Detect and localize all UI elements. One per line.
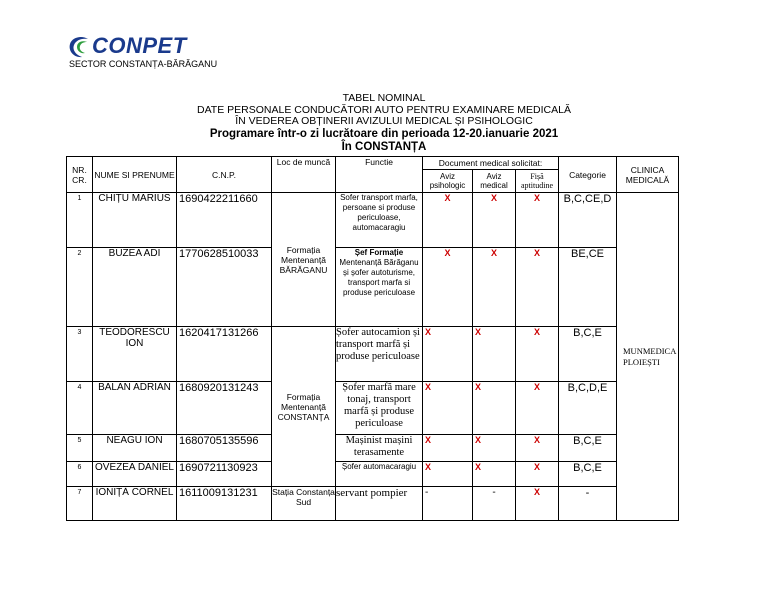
row-functie: Mașinist mașini terasamente [336,435,423,462]
loc-statia: Stația Constanța Sud [272,487,336,521]
title-line-4: Programare într-o zi lucrătoare din perioada 12-20.ianuarie 2021 [209,127,559,140]
sector-label: SECTOR CONSTANȚA-BĂRĂGANU [69,59,218,69]
row-categorie: B,C,E [559,462,617,487]
row-categorie: B,C,D,E [559,382,617,435]
header-categorie: Categorie [559,157,617,193]
row-functie: Șofer autocamion și transport marfă și produse periculoase [336,327,423,382]
table-row [67,193,679,248]
logo-text: CONPET [92,33,187,58]
row-nr: 1 [67,193,93,248]
loc-constanta: Formația Mentenanță CONSTANȚA [272,327,336,487]
row-aviz-psihologic: X [423,248,473,327]
row-categorie: BE,CE [559,248,617,327]
row-cnp: 1680705135596 [177,435,272,462]
row-functie [336,248,423,327]
table-row [67,327,679,382]
header-functie: Functie [336,157,423,193]
row-categorie: B,C,E [559,435,617,462]
row-aviz-medical: X [473,435,516,462]
row-functie: Sofer transport marfa, persoane si produse periculoase, automacaragiu [336,193,423,248]
row-aviz-psihologic: X [423,327,473,382]
row-functie-bold: Șef Formație [354,248,404,257]
row-categorie: B,C,E [559,327,617,382]
row-functie: Șofer marfă mare tonaj, transport marfă și produse periculoase [336,382,423,435]
row-aviz-medical: X [473,382,516,435]
row-fisa: X [516,327,559,382]
clinic-cell: MUNMEDICA PLOIEȘTI [617,193,679,521]
row-categorie: - [559,487,617,521]
row-name: BUZEA ADI [93,248,177,327]
row-cnp: 1680920131243 [177,382,272,435]
row-categorie: B,C,CE,D [559,193,617,248]
document-titles [0,93,768,154]
row-fisa: X [516,193,559,248]
row-name: TEODORESCU ION [93,327,177,382]
row-aviz-medical: - [473,487,516,521]
table-row [67,382,679,435]
row-aviz-psihologic: X [423,382,473,435]
nominal-table [66,156,679,521]
row-cnp: 1620417131266 [177,327,272,382]
row-nr: 7 [67,487,93,521]
row-aviz-psihologic: - [423,487,473,521]
header-cnp: C.N.P. [177,157,272,193]
row-nr: 5 [67,435,93,462]
row-name: IONIȚĂ CORNEL [93,487,177,521]
header-clinica: CLINICA MEDICALĂ [617,157,679,193]
row-aviz-medical: X [473,462,516,487]
header-aviz-medical: Aviz medical [473,170,516,193]
row-aviz-medical: X [473,193,516,248]
row-aviz-psihologic: X [423,435,473,462]
table-row [67,462,679,487]
row-fisa: X [516,248,559,327]
row-nr: 4 [67,382,93,435]
title-line-5: În CONSTANȚA [341,140,427,153]
row-fisa: X [516,462,559,487]
row-fisa: X [516,382,559,435]
header-name: NUME SI PRENUME [93,157,177,193]
row-nr: 2 [67,248,93,327]
table-row [67,487,679,521]
row-functie: Șofer automacaragiu [336,462,423,487]
row-aviz-medical: X [473,248,516,327]
row-aviz-medical: X [473,327,516,382]
table-row [67,435,679,462]
row-nr: 3 [67,327,93,382]
row-fisa: X [516,435,559,462]
row-cnp: 1770628510033 [177,248,272,327]
row-functie: servant pompier [336,487,423,521]
header-aviz-psihologic: Aviz psihologic [423,170,473,193]
row-name: CHIȚU MARIUS [93,193,177,248]
row-name: OVEZEA DANIEL [93,462,177,487]
title-line-2: DATE PERSONALE CONDUCĂTORI AUTO PENTRU EXAMINARE MEDICALĂ [197,103,571,116]
header-loc: Loc de muncă [272,157,336,193]
title-line-1: TABEL NOMINAL [342,92,426,104]
row-name: BALAN ADRIAN [93,382,177,435]
header-nr: NR. CR. [67,157,93,193]
table-row [67,248,679,327]
row-functie-rest: Mentenanță Bărăganu și șofer autoturisme, transport marfa si produse periculoase [339,258,419,297]
row-nr: 6 [67,462,93,487]
row-fisa: X [516,487,559,521]
row-aviz-psihologic: X [423,193,473,248]
header-fisa-aptitudine: Fișă aptitudine [516,170,559,193]
header-document: Document medical solicitat: [423,157,559,170]
row-cnp: 1690422211660 [177,193,272,248]
loc-baraganu: Formația Mentenanță BĂRĂGANU [272,193,336,327]
title-line-3: ÎN VEDEREA OBȚINERII AVIZULUI MEDICAL ȘI PSIHOLOGIC [235,115,533,128]
row-cnp: 1611009131231 [177,487,272,521]
row-aviz-psihologic: X [423,462,473,487]
conpet-logo-icon [68,36,92,58]
row-name: NEAGU ION [93,435,177,462]
row-cnp: 1690721130923 [177,462,272,487]
